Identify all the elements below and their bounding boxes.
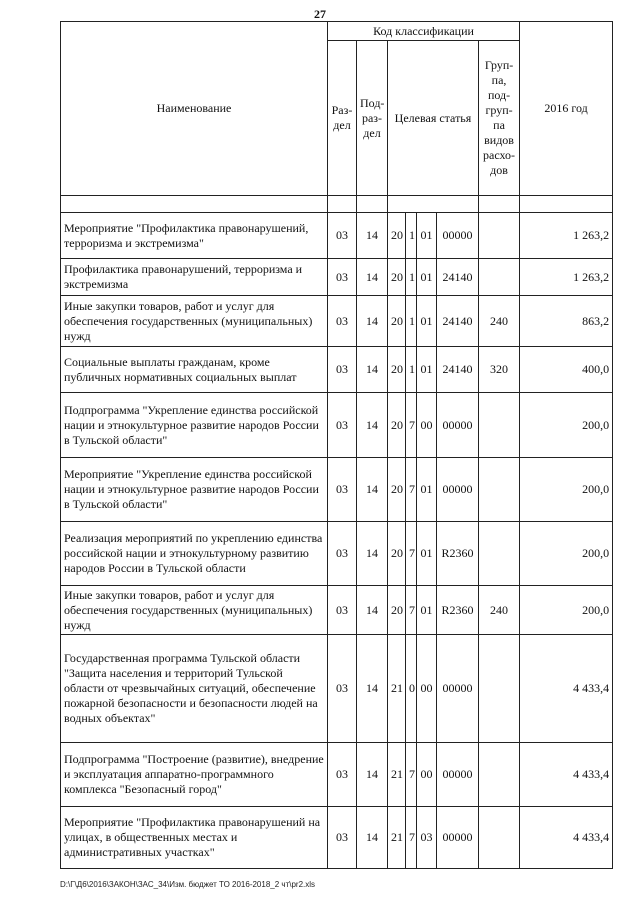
expense-group-code: 240 [479,586,520,635]
target-article-part2: 1 [406,259,417,296]
target-article-part4: R2360 [437,586,479,635]
target-article-part3: 01 [417,213,437,259]
target-article-part3: 00 [417,393,437,458]
row-name: Мероприятие "Профилактика правонарушений, терроризма и экстремизма" [61,213,328,259]
row-name: Государственная программа Тульской области "Защита населения и территорий Тульской области от чрезвычайных ситуаций, обеспечение пожарной безопасности и безопасности людей на водных объектах" [61,635,328,743]
amount-2016: 1 263,2 [520,213,613,259]
target-article-part4: 24140 [437,347,479,393]
target-article-part4: 00000 [437,393,479,458]
section-code: 03 [328,586,357,635]
subsection-code: 14 [357,458,388,522]
amount-2016: 4 433,4 [520,743,613,807]
section-code: 03 [328,635,357,743]
target-article-part4: 24140 [437,296,479,347]
table-row [61,259,613,296]
subsection-code: 14 [357,296,388,347]
section-code: 03 [328,347,357,393]
target-article-part1: 20 [388,296,406,347]
section-code: 03 [328,393,357,458]
amount-2016: 4 433,4 [520,807,613,869]
target-article-part2: 7 [406,393,417,458]
header-target-article: Целевая статья [388,41,479,196]
budget-table [60,21,613,869]
amount-2016: 4 433,4 [520,635,613,743]
table-row [61,586,613,635]
target-article-part1: 21 [388,743,406,807]
table-row [61,807,613,869]
section-code: 03 [328,743,357,807]
table-row [61,296,613,347]
table-body [61,196,613,869]
target-article-part3: 01 [417,347,437,393]
target-article-part1: 20 [388,458,406,522]
page-number: 27 [314,7,326,21]
table-row [61,213,613,259]
amount-2016: 400,0 [520,347,613,393]
section-code: 03 [328,807,357,869]
section-code: 03 [328,213,357,259]
expense-group-code [479,635,520,743]
expense-group-code [479,522,520,586]
header-expense-group: Груп- па, под- груп- па видов расхо- дов [479,41,520,196]
table-row [61,458,613,522]
target-article-part1: 20 [388,259,406,296]
header-section: Раз- дел [328,41,357,196]
target-article-part3: 00 [417,743,437,807]
target-article-part3: 03 [417,807,437,869]
target-article-part1: 21 [388,807,406,869]
target-article-part4: 00000 [437,635,479,743]
target-article-part4: 00000 [437,807,479,869]
row-name: Подпрограмма "Укрепление единства российской нации и этнокультурное развитие народов России в Тульской области" [61,393,328,458]
amount-2016: 200,0 [520,458,613,522]
row-name: Мероприятие "Профилактика правонарушений на улицах, в общественных местах и административных участках" [61,807,328,869]
target-article-part3: 00 [417,635,437,743]
expense-group-code [479,393,520,458]
row-name: Профилактика правонарушений, терроризма и экстремизма [61,259,328,296]
expense-group-code [479,213,520,259]
subsection-code: 14 [357,347,388,393]
target-article-part2: 0 [406,635,417,743]
subsection-code: 14 [357,635,388,743]
target-article-part4: R2360 [437,522,479,586]
amount-2016: 1 263,2 [520,259,613,296]
target-article-part4: 00000 [437,213,479,259]
target-article-part1: 20 [388,347,406,393]
subsection-code: 14 [357,586,388,635]
target-article-part2: 7 [406,586,417,635]
table-row [61,393,613,458]
header-name: Наименование [61,22,328,196]
file-path-footer: D:\Г\Д6\2016\ЗАКОН\ЗАС_34\Изм. бюджет ТО 2016-2018_2 чт\pr2.xls [60,880,316,889]
header-classification-code: Код классификации [328,22,520,41]
header-subsection: Под- раз- дел [357,41,388,196]
target-article-part2: 7 [406,522,417,586]
target-article-part4: 24140 [437,259,479,296]
target-article-part3: 01 [417,522,437,586]
target-article-part1: 20 [388,393,406,458]
target-article-part1: 20 [388,522,406,586]
section-code: 03 [328,259,357,296]
table-row [61,347,613,393]
subsection-code: 14 [357,259,388,296]
target-article-part2: 1 [406,347,417,393]
expense-group-code: 320 [479,347,520,393]
row-name: Социальные выплаты гражданам, кроме публичных нормативных социальных выплат [61,347,328,393]
subsection-code: 14 [357,522,388,586]
row-name: Подпрограмма "Построение (развитие), внедрение и эксплуатация аппаратно-программного комплекса "Безопасный город" [61,743,328,807]
target-article-part2: 7 [406,807,417,869]
row-name: Мероприятие "Укрепление единства российской нации и этнокультурное развитие народов России в Тульской области" [61,458,328,522]
expense-group-code [479,807,520,869]
target-article-part3: 01 [417,586,437,635]
expense-group-code [479,458,520,522]
table-row [61,635,613,743]
section-code: 03 [328,296,357,347]
row-name: Иные закупки товаров, работ и услуг для обеспечения государственных (муниципальных) нужд [61,296,328,347]
section-code: 03 [328,522,357,586]
expense-group-code [479,259,520,296]
target-article-part4: 00000 [437,458,479,522]
target-article-part2: 1 [406,213,417,259]
table-row [61,522,613,586]
target-article-part2: 7 [406,743,417,807]
target-article-part3: 01 [417,259,437,296]
subsection-code: 14 [357,393,388,458]
subsection-code: 14 [357,213,388,259]
target-article-part2: 1 [406,296,417,347]
expense-group-code [479,743,520,807]
target-article-part1: 21 [388,635,406,743]
header-year: 2016 год [520,22,613,196]
row-name: Иные закупки товаров, работ и услуг для обеспечения государственных (муниципальных) нужд [61,586,328,635]
target-article-part1: 20 [388,213,406,259]
expense-group-code: 240 [479,296,520,347]
row-name: Реализация мероприятий по укреплению единства российской нации и этнокультурному развитию народов России в Тульской области [61,522,328,586]
target-article-part1: 20 [388,586,406,635]
section-code: 03 [328,458,357,522]
subsection-code: 14 [357,743,388,807]
target-article-part3: 01 [417,458,437,522]
target-article-part3: 01 [417,296,437,347]
amount-2016: 200,0 [520,393,613,458]
amount-2016: 200,0 [520,522,613,586]
table-row [61,743,613,807]
target-article-part2: 7 [406,458,417,522]
target-article-part4: 00000 [437,743,479,807]
subsection-code: 14 [357,807,388,869]
amount-2016: 863,2 [520,296,613,347]
amount-2016: 200,0 [520,586,613,635]
spacer-row [61,196,613,213]
